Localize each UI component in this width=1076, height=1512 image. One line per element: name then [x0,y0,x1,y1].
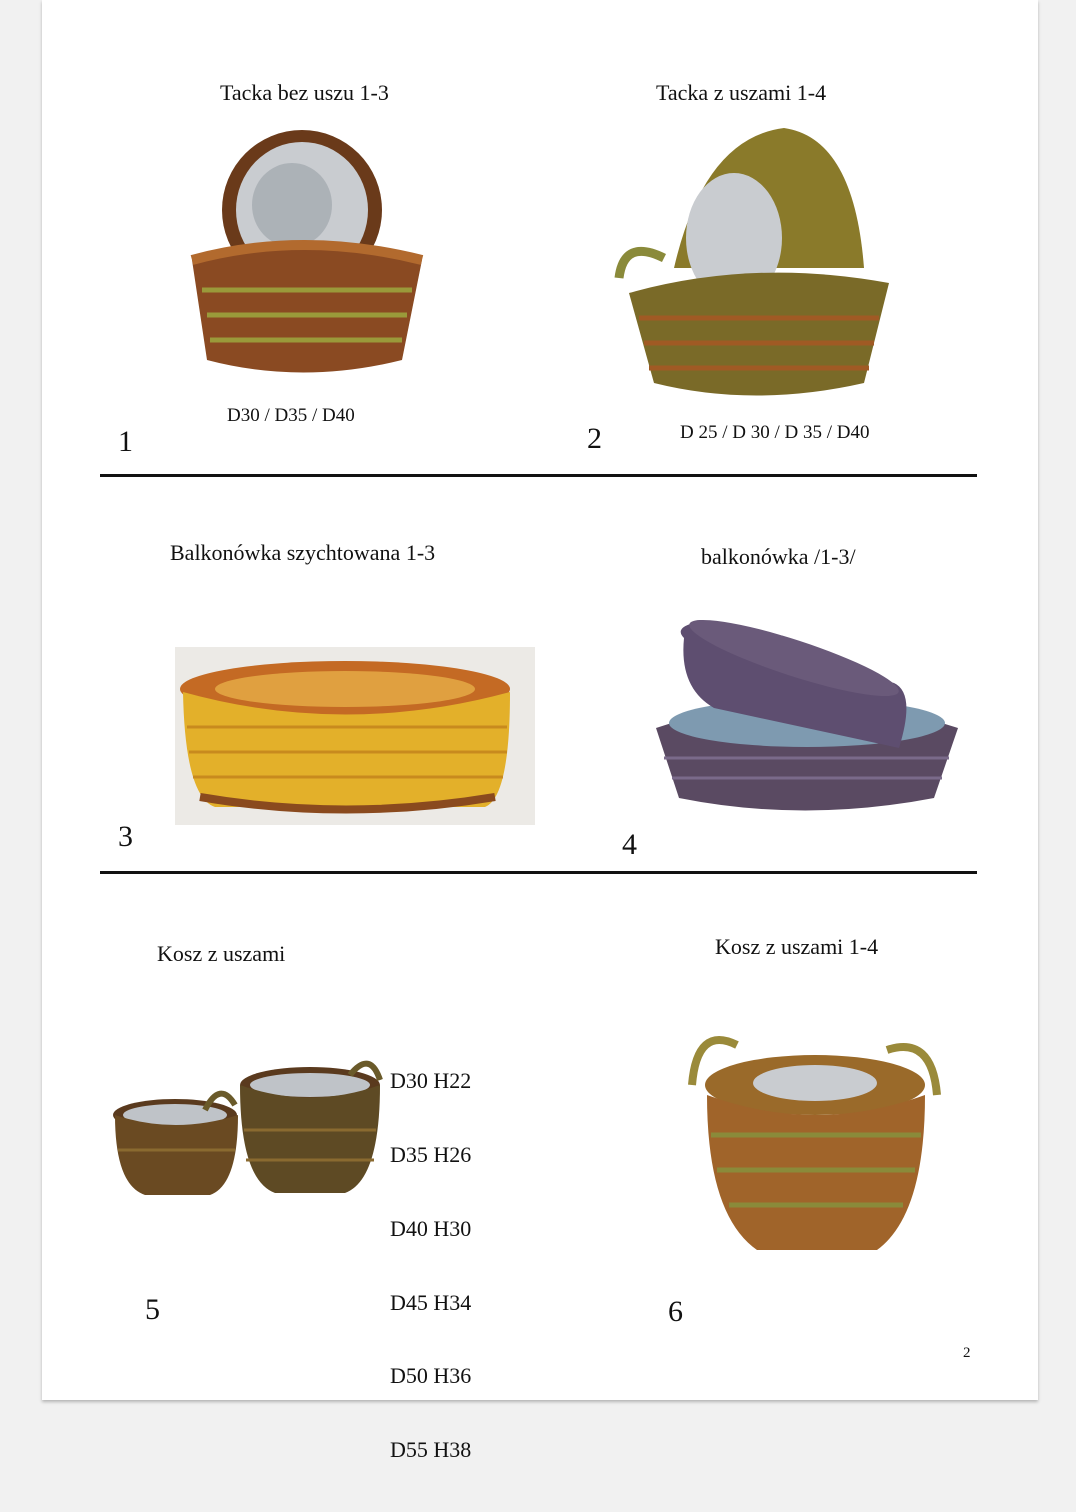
item-2-title: Tacka z uszami 1-4 [656,80,827,105]
catalog-page [42,0,1038,1463]
item-2-photo [614,118,894,403]
item-3-title: Balkonówka szychtowana 1-3 [170,540,436,565]
item-6-number: 6 [668,1295,683,1328]
item-2-sizes: D 25 / D 30 / D 35 / D40 [680,422,870,443]
item-1-sizes: D30 / D35 / D40 [227,405,355,426]
page-number: 2 [963,1345,971,1361]
item-5-size-3: D40 H30 [390,1215,472,1241]
item-5-number: 5 [145,1293,160,1326]
item-2-number: 2 [587,422,602,455]
item-5-size-6: D55 H38 [390,1437,472,1463]
item-5-size-4: D45 H34 [390,1289,472,1315]
item-5-size-5: D50 H36 [390,1363,472,1389]
divider-1 [100,474,977,477]
item-5-title: Kosz z uszami [157,941,286,966]
item-1-number: 1 [118,425,133,458]
divider-2 [100,871,977,874]
item-1-title: Tacka bez uszu 1-3 [220,80,389,105]
item-4-title: balkonówka /1-3/ [701,544,856,569]
item-5-size-2: D35 H26 [390,1141,472,1167]
item-1-photo [162,110,432,390]
item-6-photo [687,1025,942,1260]
item-6-title: Kosz z uszami 1-4 [715,934,879,959]
item-5-sizes [390,1020,471,1512]
item-3-photo [175,647,535,825]
item-5-size-1: D30 H22 [390,1068,472,1094]
item-3-number: 3 [118,820,133,853]
item-5-photo [110,1055,385,1205]
item-4-number: 4 [622,828,637,861]
item-4-photo [654,618,960,818]
